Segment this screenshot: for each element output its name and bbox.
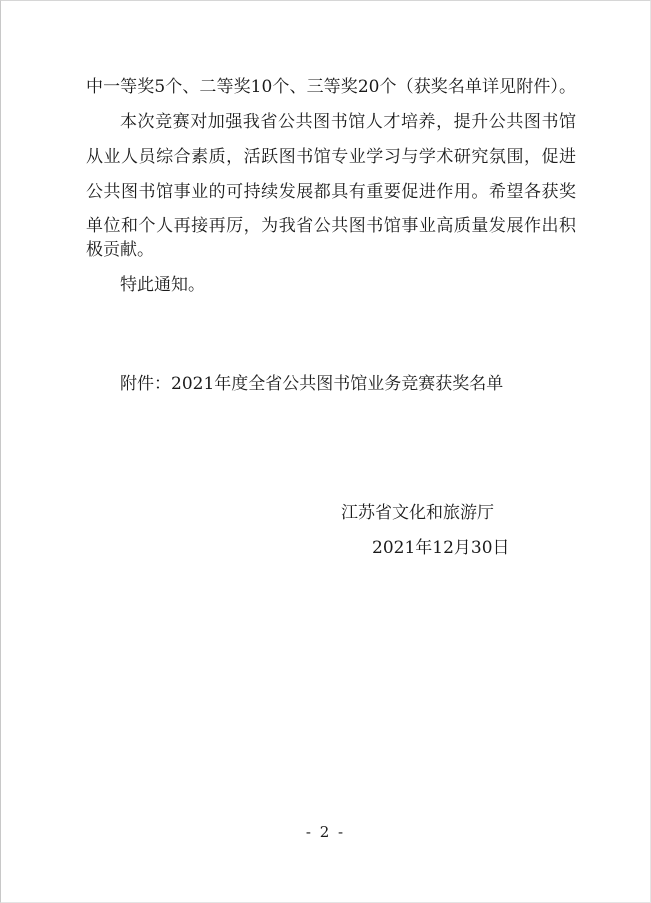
paragraph-line-5: 单位和个人再接再厉，为我省公共图书馆事业高质量发展作出积 — [86, 216, 576, 236]
paragraph-line-2: 本次竞赛对加强我省公共图书馆人才培养，提升公共图书馆 — [120, 112, 576, 132]
paragraph-line-3: 从业人员综合素质，活跃图书馆专业学习与学术研究氛围，促进 — [86, 147, 576, 167]
paragraph-line-4: 公共图书馆事业的可持续发展都具有重要促进作用。希望各获奖 — [86, 182, 576, 202]
signature-organization: 江苏省文化和旅游厅 — [341, 503, 494, 523]
paragraph-line-1: 中一等奖5个、二等奖10个、三等奖20个（获奖名单详见附件）。 — [86, 77, 576, 97]
paragraph-line-6: 极贡献。 — [86, 240, 154, 260]
page-number: - 2 - — [305, 823, 346, 841]
signature-date: 2021年12月30日 — [372, 538, 510, 558]
closing-notice: 特此通知。 — [120, 275, 205, 295]
attachment-line: 附件：2021年度全省公共图书馆业务竞赛获奖名单 — [120, 374, 504, 394]
